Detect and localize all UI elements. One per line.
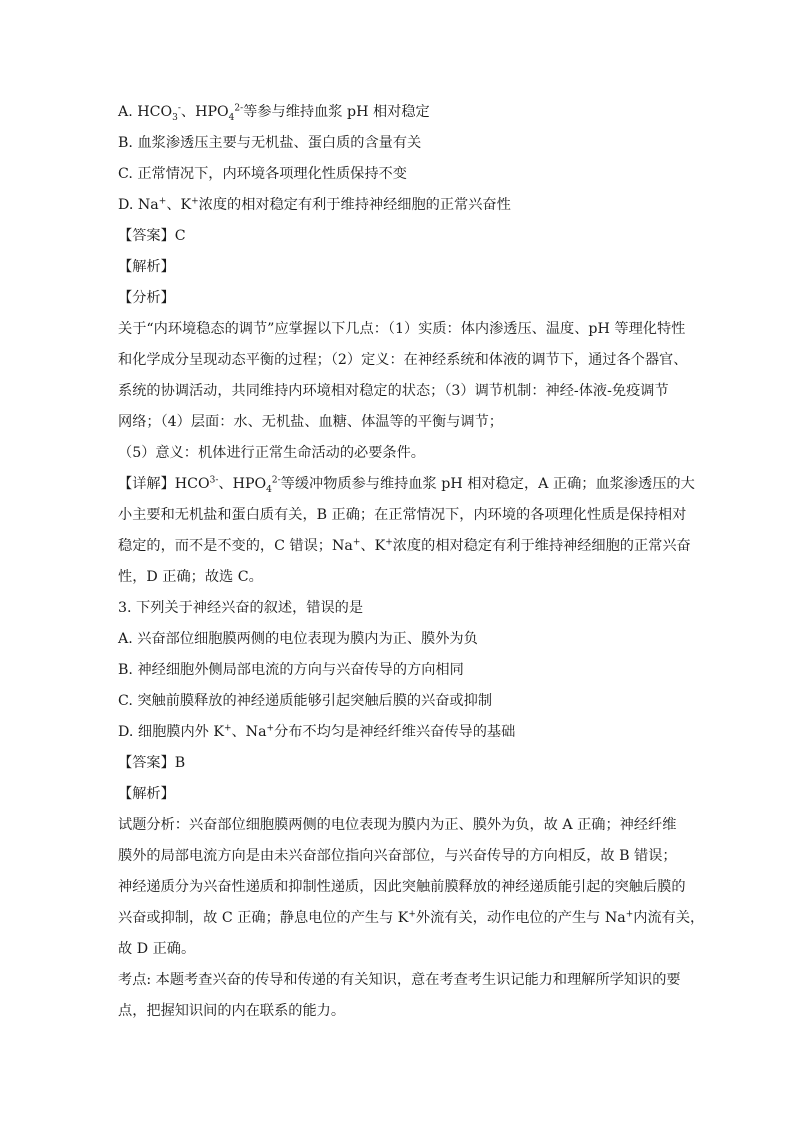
detail-line: 性，D 正确；故选 C。: [118, 569, 263, 585]
q3-analysis: [118, 815, 705, 959]
analysis-line: 系统的协调活动，共同维持内环境相对稳定的状态；（3）调节机制：神经-体液-免疫调节: [118, 383, 669, 399]
analysis-line: 兴奋或抑制，故 C 正确；静息电位的产生与 K+外流有关，动作电位的产生与 Na+内流有关，: [118, 909, 705, 926]
q2-answer: 【答案】C: [118, 228, 186, 244]
q3-option-a: A. 兴奋部位细胞膜两侧的电位表现为膜内为正、膜外为负: [118, 631, 478, 647]
q2-option-a: A. $HCO_3^-$、$HPO_4^{2-}$等参与维持血浆 pH 相对稳定: [118, 103, 430, 123]
analysis-line: 网络；（4）层面：水、无机盐、血糖、体温等的平衡与调节；: [118, 414, 503, 430]
analysis-line: 膜外的局部电流方向是由未兴奋部位指向兴奋部位，与兴奋传导的方向相反，故 B 错误；: [118, 848, 677, 864]
q3-option-b: B. 神经细胞外侧局部电流的方向与兴奋传导的方向相同: [118, 662, 464, 678]
analysis-line: 故 D 正确。: [118, 941, 196, 957]
q2-detail: [118, 474, 695, 587]
q3-answer: 【答案】B: [118, 755, 186, 771]
q3-option-d: D. 细胞膜内外 K+、Na+分布不均匀是神经纤维兴奋传导的基础: [118, 723, 516, 740]
q2-jiexi-heading: 【解析】: [118, 259, 175, 275]
analysis-line: 试题分析：兴奋部位细胞膜两侧的电位表现为膜内为正、膜外为负，故 A 正确；神经纤维: [118, 817, 677, 833]
detail-line: 小主要和无机盐和蛋白质有关，B 正确；在正常情况下，内环境的各项理化性质是保持相对: [118, 507, 687, 523]
q3-stem: 3. 下列关于神经兴奋的叙述，错误的是: [118, 600, 364, 616]
q2-analysis: [118, 319, 688, 463]
analysis-line: 和化学成分呈现动态平衡的过程；（2）定义：在神经系统和体液的调节下，通过各个器官、: [118, 352, 688, 368]
detail-line: 【详解】$HCO^{3-}$、$HPO_4^{2-}$等缓冲物质参与维持血浆 pH 相对稳定，A 正确；血浆渗透压的大: [118, 475, 695, 495]
q3-option-c: C. 突触前膜释放的神经递质能够引起突触后膜的兴奋或抑制: [118, 693, 493, 709]
kaodian-line: 点，把握知识间的内在联系的能力。: [118, 1003, 346, 1019]
analysis-line: 关于“内环境稳态的调节”应掌握以下几点：（1）实质：体内渗透压、温度、pH 等理化特性: [118, 321, 686, 337]
q2-option-d: D. Na+、K+浓度的相对稳定有利于维持神经细胞的正常兴奋性: [118, 196, 511, 213]
document-page: [118, 102, 705, 1032]
q2-fenxi-heading: 【分析】: [118, 290, 175, 306]
q2-option-b: B. 血浆渗透压主要与无机盐、蛋白质的含量有关: [118, 135, 422, 151]
analysis-line: 神经递质分为兴奋性递质和抑制性递质，因此突触前膜释放的神经递质能引起的突触后膜的: [118, 879, 686, 895]
kaodian-line: 考点: 本题考查兴奋的传导和传递的有关知识，意在考查考生识记能力和理解所学知识的要: [118, 972, 681, 988]
detail-line: 稳定的，而不是不变的，C 错误；Na+、K+浓度的相对稳定有利于维持神经细胞的正常兴奋: [118, 537, 691, 554]
analysis-line: （5）意义：机体进行正常生命活动的必要条件。: [118, 445, 425, 461]
q2-option-c: C. 正常情况下，内环境各项理化性质保持不变: [118, 166, 407, 182]
q3-jiexi-heading: 【解析】: [118, 786, 175, 802]
q3-kaodian: [118, 970, 681, 1021]
